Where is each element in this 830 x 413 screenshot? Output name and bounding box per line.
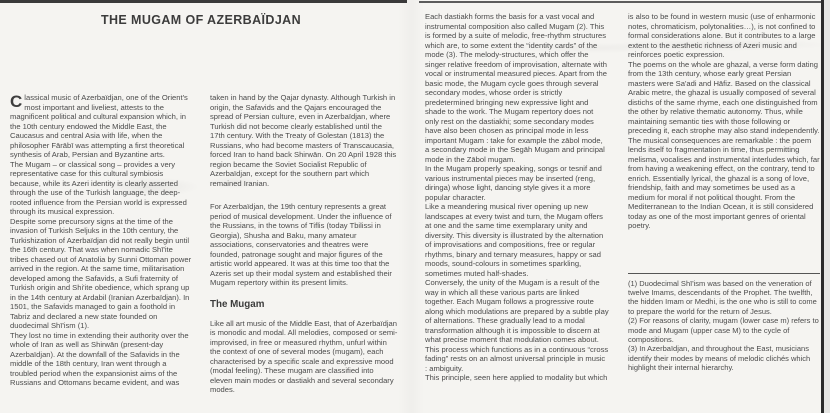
right-page-column-1 <box>425 12 609 383</box>
paragraph: Conversely, the unity of the Mugam is a result of the way in which all these various parts are linked together. Each Mugam follows a progressive route along which modulations are prepared by a subtle play of alternations. These gradually lead to a modal transformation although it is impossible to discern at what precise moment that modulation comes about. This process which functions as in a continuous “cross fading” rests on an almost universal principle in music : ambiguity. <box>425 278 609 373</box>
paragraph: Like a meandering musical river opening up new landscapes at every twist and turn, the Mugam offers at one and the same time exemplarary unity and diversity. This diversity is illustrated by the alternation of improvisations and compositions, free or regular rhythms, binary and ternary measures, happy or sad moods, sound-colours in sometimes sparkling, sometimes muted half-shades. <box>425 202 604 278</box>
drop-cap: C <box>10 92 23 111</box>
outer-margin <box>824 0 830 413</box>
paragraph: For Azerbaïdjan, the 19th century represents a great period of musical development. Under the influence of the Russians, in the towns of Tiflis (today Tbilissi in Georgia), Shusha and Baku, many amateur associations, conservatories and theatres were founded, patronage sought and major figures of the artistic world appeared. It was at this time too that the Azeris set up their modal system and established their Mugam repertory within its present limits. <box>210 202 392 287</box>
left-page-column-2 <box>210 93 398 395</box>
paragraph: Despite some precursory signs at the time of the invasion of Turkish Seljuks in the 10th century, the Turkishization of Azerbaïdjan did not really begin until the 16th century. That was when nomadic Shī'ite tribes chased out of Anatolia by Sunni Ottoman power arrived in the region. At the same time, militarisation developed among the Safavids, a Sufi fraternity of Turkish origin and Shi'ite obedience, which sprang up in the 14th century at Ardabil (Iranian Azerbaïdjan). In 1501, the Safavids managed to gain a foothold in Tabriz and declared a new state founded on duodecimal Shī'ism (1). <box>10 216 192 330</box>
top-edge-line-left <box>0 0 407 3</box>
footnotes-block <box>628 273 820 373</box>
left-page-column-1 <box>10 93 193 388</box>
paragraph: They lost no time in extending their authority over the whole of Iran as well as Shirwān (present-day Azerbaïdjan). At the downfall of the Safavids in the middle of the 18th century, Iran went through a troubled period when the expansionist aims of the Russians and Ottomans became evident, and was <box>10 330 189 387</box>
paragraph: Each dastiakh forms the basis for a vast vocal and instrumental composition also called Mugam (2). This is formed by a suite of melodic, free-rhythm structures which are, to some extent the “identity cards” of the mode (3). The melody-structures, which offer the singer relative freedom of improvisation, alternate with vocal or instrumental measured pieces. Apart from the basic mode, the Mugam cycle goes through several secondary modes, whose order is strictly predetermined bringing new expressive light and shade to the work. The Mugam repertory does not only rest on the dastiakhi; some secondary modes have also been chosen as principal mode in less important Mugam : take for example the zābol mode, a secondary mode in the Segāh Mugam and principal mode in the Zābol mugam. <box>425 12 607 164</box>
top-edge-line-right <box>419 1 822 3</box>
footnote: (1) Duodecimal Shī'ism was based on the veneration of twelve Imams, descendants of the Prophet. The twelfth, the hidden Imam or Medhi, is the one who is still to come to prepare the world for the return of Jesus. <box>628 278 817 316</box>
paragraph: taken in hand by the Qajar dynasty. Although Turkish in origin, the Safavids and the Qajars encouraged the spread of Persian culture, even in Azerbaïdjan, where Turkish did not become clearly established until the 17th century. With the Treaty of Golestan (1813) the Russians, who had become masters of Transcaucasia, forced Iran to hand back Shirwān. On 20 April 1928 this region became the Soviet Socialist Republic of Azerbaïdjan, except for the southern part which remained Iranian. <box>210 93 397 188</box>
paragraph-intro <box>10 93 193 160</box>
section-heading-the-mugam: The Mugam <box>210 298 265 310</box>
paragraph: In the Mugam properly speaking, songs or tesnif and various instrumental pieces may be inserted (reng, diringa) whose light, dancing style gives it a more popular character. <box>425 164 602 202</box>
paragraph: The poems on the whole are ghazal, a verse form dating from the 13th century, whose early great Persian masters were Sa'adi and Hāfiz. Based on the classical Arabic metre, the ghazal is usually composed of several distichs of the same rhyme, each one distinguished from the other by relative thematic autonomy. Thus, while maintaining semantic ties with those following or preceding it, each strophe may also stand independently. The musical consequences are remarkable : the poem lends itself to fragmentation in time, thus permitting melisma, vocalises and instrumental interludes which, far from having a weakening effect, on the contrary, tend to enrich. Essentially lyrical, the ghazal is a song of love, friendship, faith and may sometimes be used as a medium for moral if not political thought. From the Mediterranean to the Indian Ocean, it is still considered today as one of the most important genres of oriental poetry. <box>628 59 820 230</box>
page-title: THE MUGAM OF AZERBAÏDJAN <box>100 13 302 27</box>
page-gutter <box>398 0 424 413</box>
paragraph: This principle, seen here applied to modality but which <box>425 373 608 382</box>
page-edge-line <box>821 0 824 413</box>
paragraph: The Mugam – or classical song – provides a very representative case for this cultural symbiosis because, while its Azeri identity is clearly asserted through the use of the Turkish language, the deep-rooted influence from the Persian world is expressed through its musical expression. <box>10 159 187 216</box>
paragraph: is also to be found in western music (use of enharmonic notes, chromaticism, polytonalities…), is not confined to formal considerations alone. But it contributes to a large extent to the aesthetic richness of Azeri music and reinforces poetic expression. <box>628 12 816 59</box>
footnote: (2) For reasons of clarity, mugam (lower case m) refers to mode and Mugam (upper case M) to the cycle of compositions. <box>628 316 819 344</box>
right-page-column-2 <box>628 12 820 373</box>
intro-text: lassical music of Azerbaïdjan, one of the Orient's most important and liveliest, attests to the magnificent political and cultural expansion which, in the 10th century endowed the Middle East, the Caucasus and central Asia with life, when the philosopher Fārābī was attempting a first theoretical synthesis of Arab, Persian and Byzantine arts. <box>10 93 188 159</box>
footnote: (3) In Azerbaïdjan, and throughout the East, musicians identify their modes by means of melodic clichés which highlight their internal hierarchy. <box>628 344 811 373</box>
paragraph: Like all art music of the Middle East, that of Azerbaïdjan is monodic and modal. All melodies, composed or semi-improvised, in free or measured rhythm, unfurl within the context of one of several modes (mugam), each characterised by a specific scale and expressive mood (modal feeling). These mugam are classified into eleven main modes or dastiakh and several secondary modes. <box>210 318 398 394</box>
